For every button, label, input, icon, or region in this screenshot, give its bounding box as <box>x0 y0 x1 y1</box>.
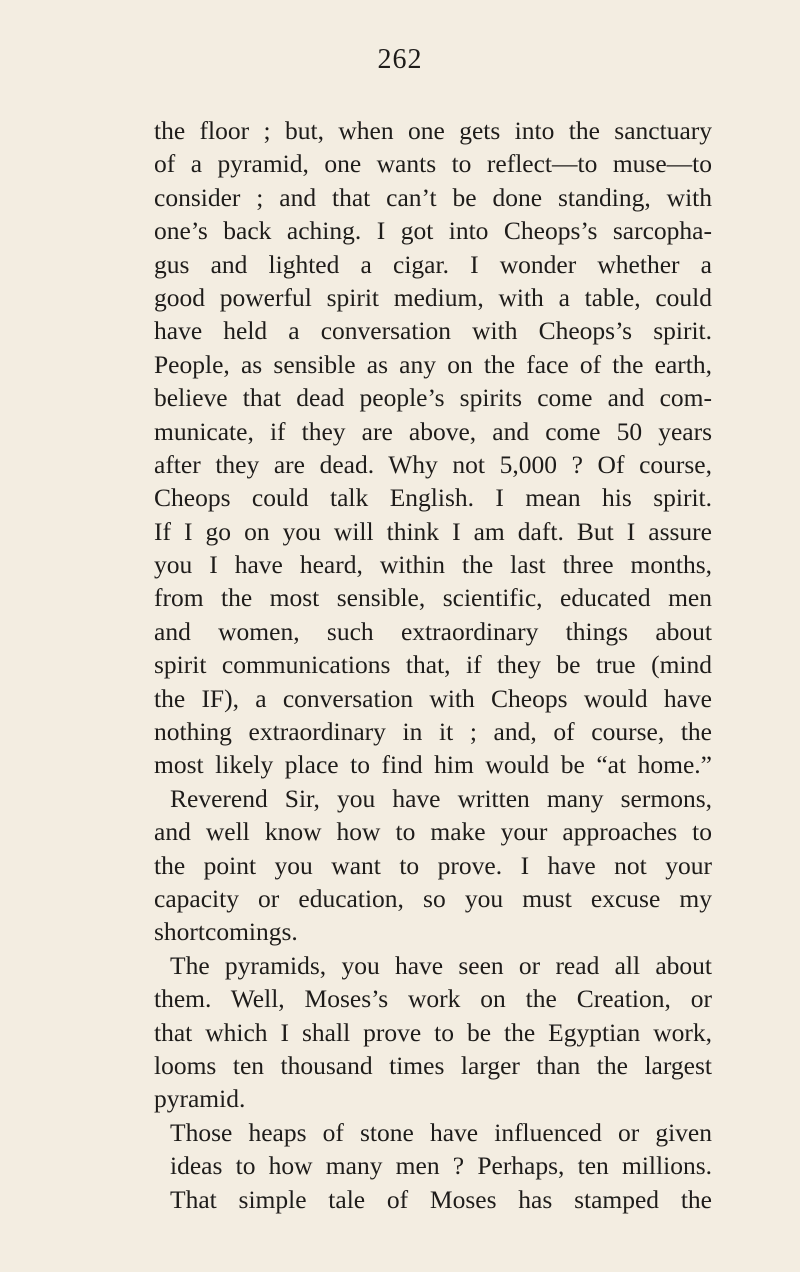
text-line: after they are dead. Why not 5,000 ? Of course, <box>154 449 712 479</box>
text-line: looms ten thousand times larger than the largest <box>154 1050 712 1080</box>
body-text <box>154 114 712 1216</box>
line-segment: the <box>154 683 186 713</box>
text-line: shortcomings. <box>154 917 298 947</box>
text-line: believe that dead people’s spirits come and com- <box>154 383 712 413</box>
text-line: of a pyramid, one wants to reflect—to muse—to <box>154 149 712 179</box>
text-line: People, as sensible as any on the face of the earth, <box>154 349 712 379</box>
text-line: ideas to how many men ? Perhaps, ten millions. <box>170 1151 712 1181</box>
text-line: one’s back aching. I got into Cheops’s sarcopha- <box>154 216 712 246</box>
text-line: spirit communications that, if they be true (mind <box>154 650 712 680</box>
text-line: most likely place to find him would be “at home.” <box>154 750 712 780</box>
text-line: Those heaps of stone have influenced or given <box>170 1117 712 1147</box>
text-line: good powerful spirit medium, with a table, could <box>154 282 712 312</box>
text-line: That simple tale of Moses has stamped the <box>170 1184 712 1214</box>
text-line: The pyramids, you have seen or read all about <box>170 950 712 980</box>
text-line: consider ; and that can’t be done standing, with <box>154 182 712 212</box>
text-line <box>154 682 712 715</box>
text-line: you I have heard, within the last three months, <box>154 550 712 580</box>
text-line: gus and lighted a cigar. I wonder whether a <box>154 249 712 279</box>
text-line: capacity or education, so you must excuse my <box>154 883 712 913</box>
text-line: from the most sensible, scientific, educated men <box>154 583 712 613</box>
text-line: and well know how to make your approaches to <box>154 817 712 847</box>
line-segment: ), a conversation with Cheops would have <box>224 683 712 713</box>
text-line: the point you want to prove. I have not your <box>154 850 712 880</box>
text-line: that which I shall prove to be the Egyptian work, <box>154 1017 712 1047</box>
text-line: Reverend Sir, you have written many sermons, <box>170 783 712 813</box>
text-line: Cheops could talk English. I mean his spirit. <box>154 483 712 513</box>
text-line: If I go on you will think I am daft. But I assure <box>154 516 712 546</box>
small-caps-if: IF <box>201 683 225 713</box>
text-line: nothing extraordinary in it ; and, of course, the <box>154 717 712 747</box>
text-line: municate, if they are above, and come 50 years <box>154 416 712 446</box>
page-number: 262 <box>377 44 423 75</box>
text-line: and women, such extraordinary things about <box>154 616 712 646</box>
text-line: them. Well, Moses’s work on the Creation, or <box>154 984 712 1014</box>
text-line: the floor ; but, when one gets into the sanctuary <box>154 116 712 145</box>
text-line: have held a conversation with Cheops’s spirit. <box>154 316 712 346</box>
text-line: pyramid. <box>154 1084 246 1114</box>
